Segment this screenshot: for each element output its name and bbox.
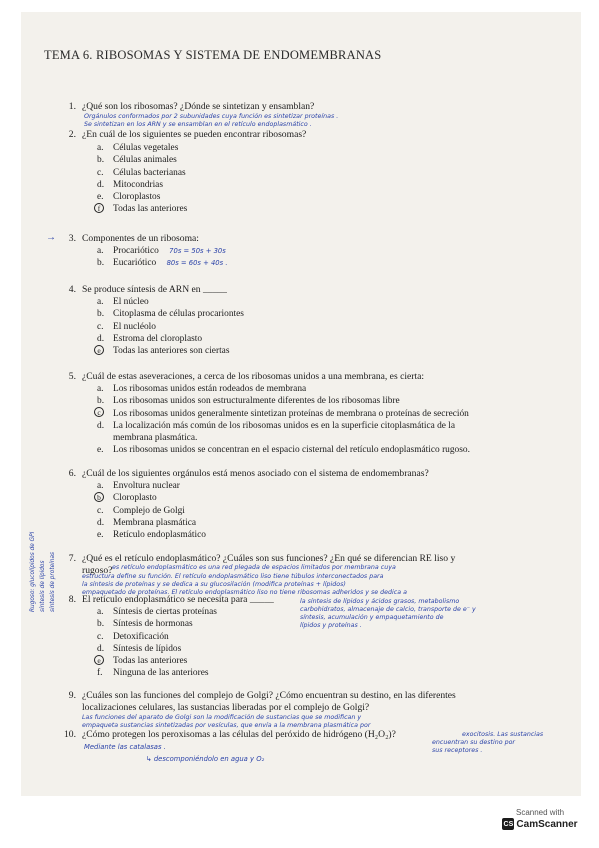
option-4d: d. Estroma del cloroplasto [97,333,203,344]
handwritten-answer-7h: lípidos y proteínas . [300,622,362,629]
handwritten-answer-7g: síntesis, acumulación y empaquetamiento de [300,614,444,621]
option-5b: b. Los ribosomas unidos son estructuralmente diferentes de los ribosomas libre [97,396,400,407]
option-6e: e. Retículo endoplasmático [97,530,206,541]
question-2-options [97,142,187,216]
answer-circle-mark: f [94,203,104,213]
camscanner-logo-icon: CS [502,818,514,830]
option-5d: d. La localización más común de los ribosomas unidos es en la superficie citoplasmática de la [97,420,456,431]
option-5a: a. Los ribosomas unidos están rodeados de membrana [97,384,307,394]
option-5d-cont: membrana plasmática. [113,433,198,444]
handwritten-answer-9d: encuentran su destino por [432,739,516,746]
question-5-options [97,383,470,457]
handwritten-answer-7f: carbohidratos, almacenaje de calcio, transporte de e⁻ y [300,606,476,613]
option-8e-selected: e Todas las anteriores [97,655,217,667]
answer-circle-mark: c [94,407,104,417]
option-2a: a. Células vegetales [97,143,179,153]
question-3-options [97,245,228,270]
handwritten-answer-9e: sus receptores . [432,747,483,754]
handwritten-answer-10b: ↳ descomponiéndolo en agua y O₂ [146,755,265,763]
handwritten-answer-9b: empaqueta sustancias sintetizadas por vesículas, que envía a la membrana plasmática por [82,722,371,729]
option-3a: a. Procariótico 70s = 50s + 30s [97,246,226,256]
option-8c: c. Detoxificación [97,631,169,642]
side-note-1: Rugoso: glucolípidos de GPI [30,531,36,612]
answer-circle-mark: b [94,492,104,502]
option-4b: b. Citoplasma de células procariontes [97,309,244,320]
question-6-options [97,480,206,541]
scanned-with-label: Scanned with [515,808,565,817]
camscanner-watermark [498,808,582,830]
option-4a: a. El núcleo [97,297,149,307]
option-8d: d. Síntesis de lípidos [97,643,182,654]
answer-circle-mark: e [94,655,104,665]
option-2e: e. Cloroplastos [97,192,161,203]
option-3b: b. Eucariótico 80s = 60s + 40s . [97,258,228,269]
handwritten-answer-10a: Mediante las catalasas . [84,743,166,751]
handwritten-answer-7b: estructura define su función. El retículo endoplasmático liso tiene túbulos interconectados para [82,573,384,580]
side-note-3: síntesis de proteínas [50,551,56,612]
option-2d: d. Mitocondrias [97,179,163,190]
question-4-options [97,296,244,357]
option-2c: c. Células bacterianas [97,167,186,178]
question-8-options [97,606,217,680]
option-2b: b. Células animales [97,155,177,166]
camscanner-name: CamScanner [516,818,578,830]
handwritten-answer-1b: Se sintetizan en los ARN y se ensamblan en el retículo endoplasmático . [84,121,312,128]
handwritten-answer-7c: la síntesis de proteínas y se dedica a su glucosilación (modifica proteínas + lípidos) [82,581,346,588]
handwritten-answer-3a: 70s = 50s + 30s [169,247,226,255]
option-5c-selected: c Los ribosomas unidos generalmente sintetizan proteínas de membrana o proteínas de secreción [97,408,470,420]
option-6b-selected: b Cloroplasto [97,492,206,504]
page-title: TEMA 6. RIBOSOMAS Y SISTEMA DE ENDOMEMBRANAS [44,48,382,62]
option-6d: d. Membrana plasmática [97,517,197,528]
option-6c: c. Complejo de Golgi [97,505,185,516]
arrow-mark: → [46,232,56,243]
option-8b: b. Síntesis de hormonas [97,619,193,630]
option-2f-selected: f Todas las anteriores [97,203,187,215]
option-4c: c. El nucléolo [97,321,156,332]
handwritten-answer-3b: 80s = 60s + 40s . [166,259,228,268]
handwritten-answer-1a: Orgánulos conformados por 2 subunidades cuya función es sintetizar proteínas . [84,113,339,120]
side-note-2: síntesis de lípidos [40,560,46,612]
option-6a: a. Envoltura nuclear [97,481,180,491]
handwritten-answer-7e: la síntesis de lípidos y ácidos grasos, metabolismo [300,598,460,605]
answer-circle-mark: e [94,345,104,355]
option-8f: f. Ninguna de las anteriores [97,668,209,679]
option-8a: a. Síntesis de ciertas proteínas [97,607,217,617]
handwritten-answer-7a: es retículo endoplasmático es una red plegada de espacios limitados por membrana cuya [112,564,396,571]
question-7-cont: rugoso? [82,565,113,576]
question-9-cont: localizaciones celulares, las sustancias liberadas por el complejo de Golgi? [82,702,370,713]
option-4e-selected: e Todas las anteriores son ciertas [97,345,244,357]
handwritten-answer-9c: exocitosis. Las sustancias [462,731,544,738]
option-5e: e. Los ribosomas unidos se concentran en el espacio cisternal del retículo endoplasmático rugoso. [97,445,470,456]
handwritten-answer-7d: empaquetado de proteínas. El retículo endoplasmático liso no tiene ribosomas adheridos y se dedica a [82,589,407,596]
handwritten-answer-9a: Las funciones del aparato de Golgi son la modificación de sustancias que se modifican y [82,714,362,721]
